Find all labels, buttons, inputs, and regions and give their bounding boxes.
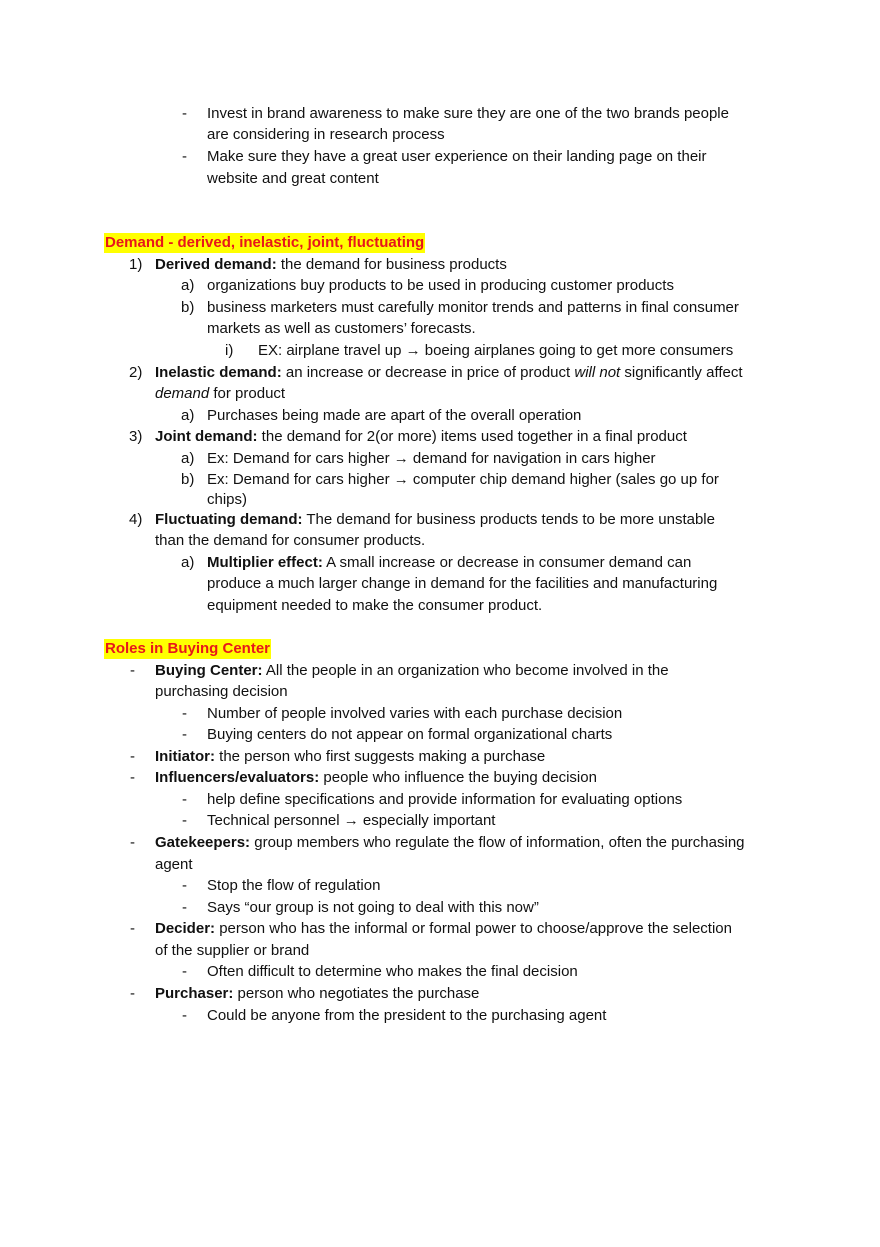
role-gatekeepers: Gatekeepers: group members who regulate the flow of information, often the purchasing: [155, 834, 745, 851]
sub-bullet-text: Often difficult to determine who makes the final decision: [207, 963, 578, 980]
sub-sub-list-marker: i): [225, 342, 234, 359]
sub-bullet-marker: -: [182, 812, 187, 829]
role-initiator: Initiator: the person who first suggests making a purchase: [155, 748, 546, 765]
bullet-marker: -: [130, 769, 135, 786]
sub-bullet-marker: -: [182, 791, 187, 808]
sub-bullet-marker: -: [182, 899, 187, 916]
sub-bullet-text: Says “our group is not going to deal with this now”: [207, 899, 539, 916]
role-purchaser: Purchaser: person who negotiates the purchase: [155, 985, 480, 1002]
sub-list-text: Ex: Demand for cars higher → computer chip demand higher (sales go up for: [207, 471, 719, 488]
role-decider: Decider: person who has the informal or formal power to choose/approve the selection: [155, 920, 732, 937]
sub-bullet-text: Buying centers do not appear on formal organizational charts: [207, 726, 613, 743]
list-item-inelastic-demand: Inelastic demand: an increase or decrease in price of product will not significantly affect: [155, 364, 743, 381]
sub-sub-list-text: EX: airplane travel up → boeing airplanes going to get more consumers: [258, 342, 734, 359]
role-influencers: Influencers/evaluators: people who influence the buying decision: [155, 769, 597, 786]
sub-list-text: business marketers must carefully monitor trends and patterns in final consumer: [207, 299, 739, 316]
list-item-continuation: of the supplier or brand: [155, 942, 310, 959]
sub-bullet-text: Stop the flow of regulation: [207, 877, 381, 894]
list-marker: 2): [129, 364, 143, 381]
list-item-joint-demand: Joint demand: the demand for 2(or more) items used together in a final product: [155, 428, 687, 445]
list-marker: 3): [129, 428, 143, 445]
intro-bullet-marker: -: [182, 148, 187, 165]
bullet-marker: -: [130, 748, 135, 765]
bullet-marker: -: [130, 662, 135, 679]
sub-bullet-marker: -: [182, 877, 187, 894]
sub-bullet-text: help define specifications and provide information for evaluating options: [207, 791, 683, 808]
intro-bullet-text: website and great content: [207, 170, 379, 187]
intro-bullet-text: Invest in brand awareness to make sure they are one of the two brands people: [207, 105, 729, 122]
list-item-fluctuating-demand: Fluctuating demand: The demand for business products tends to be more unstable: [155, 511, 715, 528]
bullet-marker: -: [130, 834, 135, 851]
list-item-continuation: purchasing decision: [155, 683, 288, 700]
sub-list-text: organizations buy products to be used in producing customer products: [207, 277, 674, 294]
section-heading-demand: Demand - derived, inelastic, joint, fluctuating: [105, 234, 425, 251]
sub-bullet-marker: -: [182, 705, 187, 722]
intro-bullet-marker: -: [182, 105, 187, 122]
sub-list-marker: a): [181, 554, 195, 571]
sub-list-marker: b): [181, 471, 195, 488]
sub-list-text: produce a much larger change in demand for the facilities and manufacturing: [207, 575, 718, 592]
sub-list-marker: a): [181, 407, 195, 424]
sub-bullet-marker: -: [182, 963, 187, 980]
list-item-continuation: demand for product: [155, 385, 286, 402]
sub-list-text: Purchases being made are apart of the overall operation: [207, 407, 582, 424]
intro-bullet-text: Make sure they have a great user experience on their landing page on their: [207, 148, 707, 165]
list-marker: 1): [129, 256, 143, 273]
section-heading-roles: Roles in Buying Center: [105, 640, 271, 657]
sub-list-text: Ex: Demand for cars higher → demand for navigation in cars higher: [207, 450, 656, 467]
sub-bullet-text: Number of people involved varies with each purchase decision: [207, 705, 623, 722]
sub-list-multiplier-effect: Multiplier effect: A small increase or decrease in consumer demand can: [207, 554, 692, 571]
bullet-marker: -: [130, 920, 135, 937]
sub-list-marker: b): [181, 299, 195, 316]
sub-list-text: equipment needed to make the consumer product.: [207, 597, 543, 614]
sub-list-marker: a): [181, 450, 195, 467]
list-marker: 4): [129, 511, 143, 528]
role-buying-center: Buying Center: All the people in an organization who become involved in the: [155, 662, 669, 679]
sub-list-marker: a): [181, 277, 195, 294]
sub-bullet-text: Technical personnel → especially important: [207, 812, 496, 829]
list-item-continuation: than the demand for consumer products.: [155, 532, 426, 549]
sub-list-text: markets as well as customers’ forecasts.: [207, 320, 476, 337]
sub-bullet-marker: -: [182, 726, 187, 743]
intro-bullet-text: are considering in research process: [207, 126, 445, 143]
list-item-continuation: agent: [155, 856, 193, 873]
sub-bullet-marker: -: [182, 1007, 187, 1024]
sub-list-text: chips): [207, 491, 248, 508]
list-item-derived-demand: Derived demand: the demand for business products: [155, 256, 507, 273]
sub-bullet-text: Could be anyone from the president to the purchasing agent: [207, 1007, 607, 1024]
bullet-marker: -: [130, 985, 135, 1002]
